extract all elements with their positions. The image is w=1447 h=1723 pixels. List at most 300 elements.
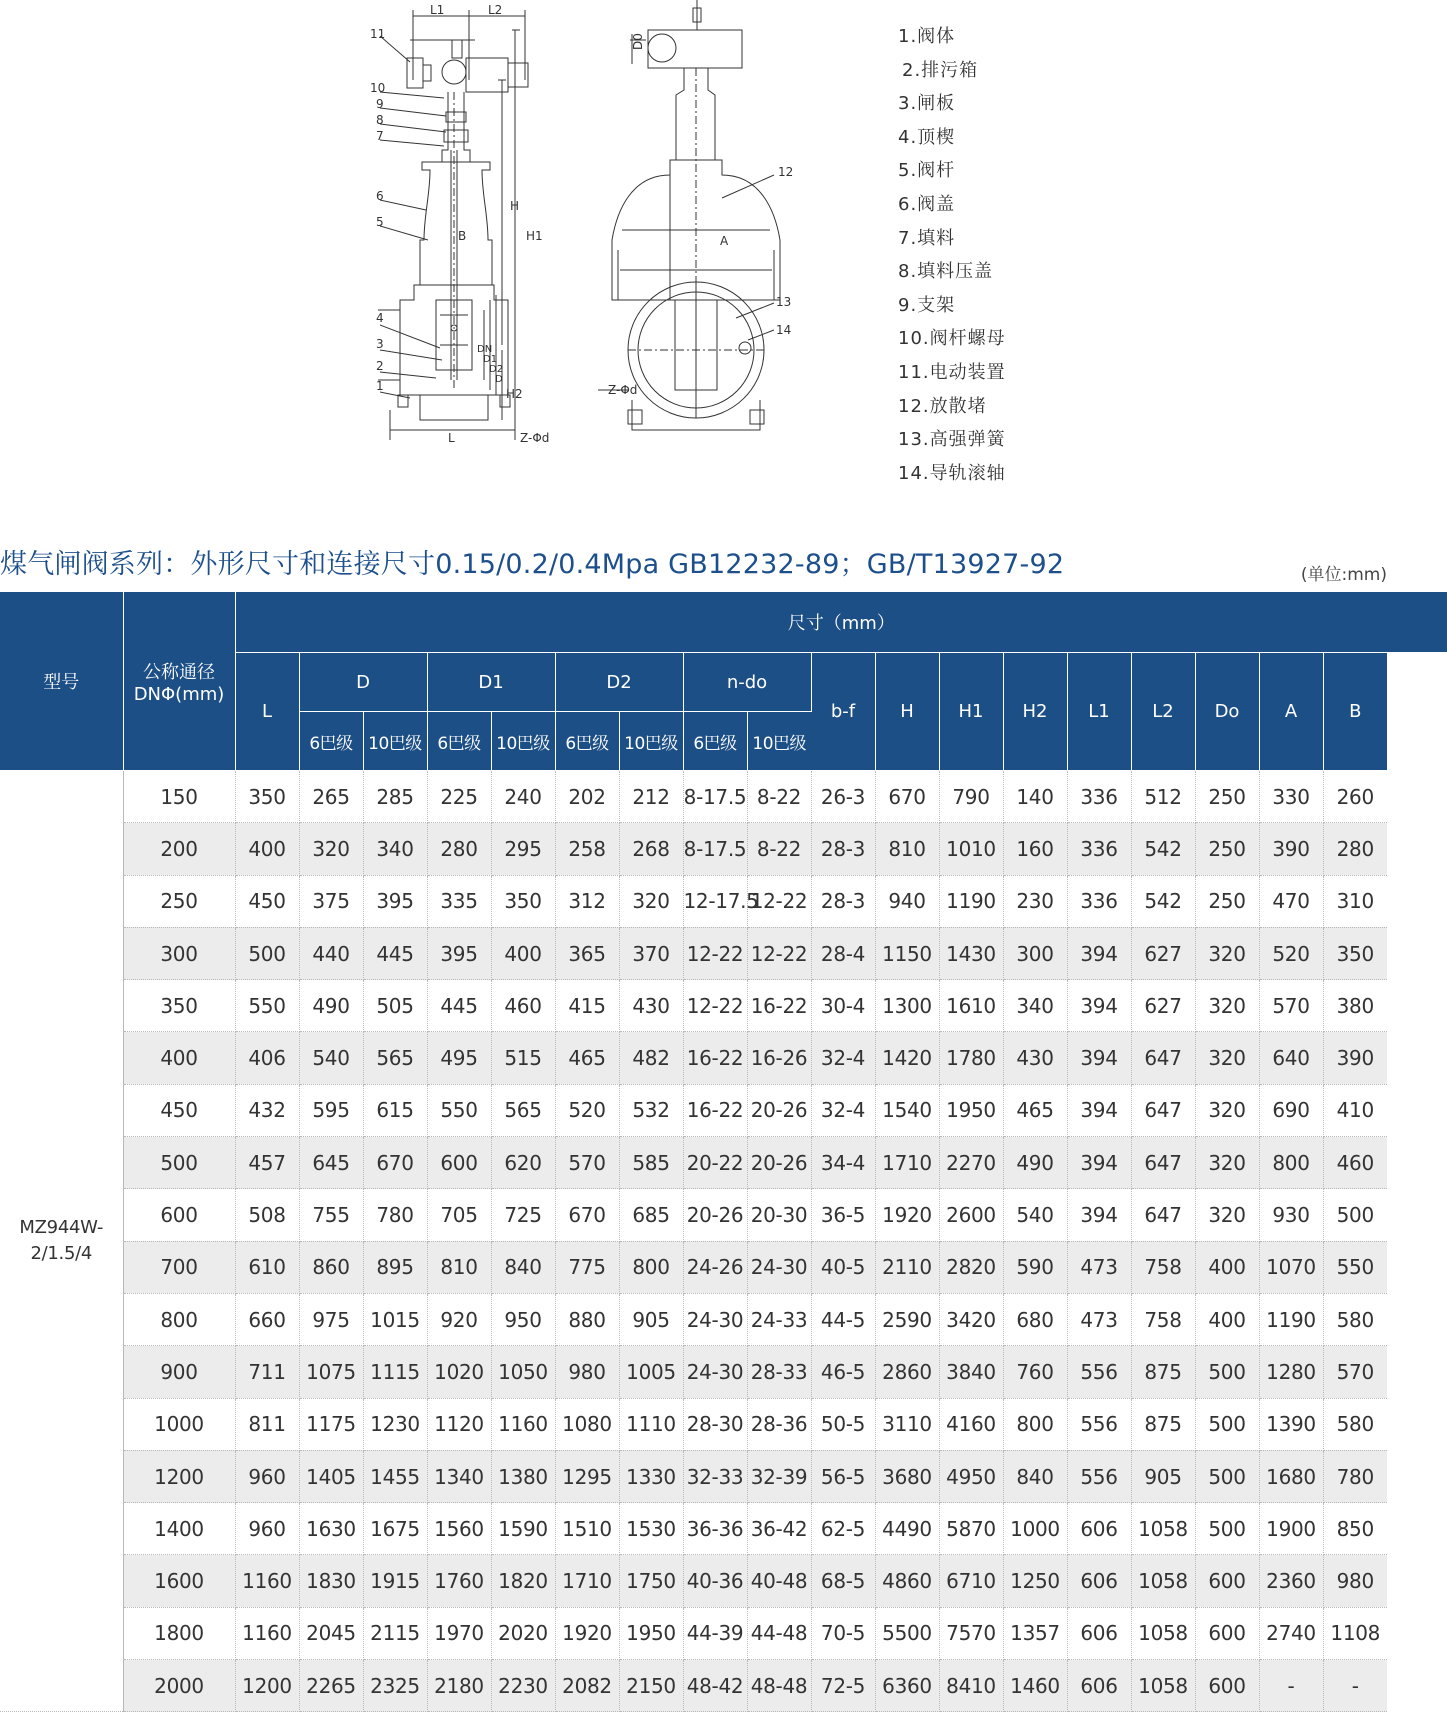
table-cell: 320 — [299, 823, 363, 875]
table-cell: 1540 — [875, 1084, 939, 1136]
table-cell: 960 — [235, 1450, 299, 1502]
table-cell: 758 — [1131, 1293, 1195, 1345]
table-cell: 48-48 — [747, 1660, 811, 1712]
header-col-l: L — [235, 653, 299, 771]
table-cell: 336 — [1067, 875, 1131, 927]
table-cell: 600 — [1195, 1607, 1259, 1659]
table-cell: 2180 — [427, 1660, 491, 1712]
parts-legend — [898, 22, 1006, 492]
table-cell: 395 — [427, 927, 491, 979]
table-cell: 32-4 — [811, 1084, 875, 1136]
table-cell: 606 — [1067, 1503, 1131, 1555]
table-cell: 16-22 — [683, 1084, 747, 1136]
table-cell: 394 — [1067, 1137, 1131, 1189]
table-cell: 400 — [1195, 1293, 1259, 1345]
table-cell: 1330 — [619, 1450, 683, 1502]
table-cell: 150 — [123, 771, 235, 823]
dim-label-l: L — [448, 431, 455, 445]
table-cell: 647 — [1131, 1137, 1195, 1189]
part-item: 12.放散堵 — [898, 395, 987, 417]
table-cell: 28-4 — [811, 927, 875, 979]
table-cell: 12-22 — [747, 927, 811, 979]
table-cell: 500 — [123, 1137, 235, 1189]
part-item: 4.顶楔 — [898, 126, 956, 148]
table-cell: 1340 — [427, 1450, 491, 1502]
callout-4: 4 — [376, 311, 384, 325]
table-cell: 980 — [555, 1346, 619, 1398]
table-cell: 36-36 — [683, 1503, 747, 1555]
table-cell: 36-42 — [747, 1503, 811, 1555]
table-cell: 1250 — [1003, 1555, 1067, 1607]
table-row — [0, 1346, 1447, 1398]
table-cell: 56-5 — [811, 1450, 875, 1502]
table-cell: 482 — [619, 1032, 683, 1084]
table-cell: 1680 — [1259, 1450, 1323, 1502]
table-cell: 473 — [1067, 1293, 1131, 1345]
table-cell: 532 — [619, 1084, 683, 1136]
table-cell: 320 — [1195, 1137, 1259, 1189]
table-cell: 895 — [363, 1241, 427, 1293]
table-cell: 46-5 — [811, 1346, 875, 1398]
table-cell: 775 — [555, 1241, 619, 1293]
table-cell: 1420 — [875, 1032, 939, 1084]
table-cell: 600 — [1195, 1660, 1259, 1712]
callout-6: 6 — [376, 189, 384, 203]
part-item: 14.导轨滚轴 — [898, 462, 1006, 484]
table-cell: 850 — [1323, 1503, 1387, 1555]
table-cell: 44-39 — [683, 1607, 747, 1659]
table-cell: 940 — [875, 875, 939, 927]
model-cell — [0, 771, 123, 1712]
table-cell: 400 — [235, 823, 299, 875]
table-cell: 595 — [299, 1084, 363, 1136]
table-cell: 1200 — [235, 1660, 299, 1712]
table-cell: 550 — [235, 980, 299, 1032]
table-cell: 20-26 — [747, 1137, 811, 1189]
part-item: 13.高强弹簧 — [898, 429, 1006, 451]
table-cell: 500 — [1195, 1346, 1259, 1398]
dim-label-a: A — [720, 234, 729, 248]
table-cell: 615 — [363, 1084, 427, 1136]
table-cell: 4860 — [875, 1555, 939, 1607]
table-cell: 28-33 — [747, 1346, 811, 1398]
table-cell: 1058 — [1131, 1607, 1195, 1659]
table-cell: 1400 — [123, 1503, 235, 1555]
header-col-d: D — [299, 653, 427, 712]
table-cell: 473 — [1067, 1241, 1131, 1293]
table-cell: 600 — [1195, 1555, 1259, 1607]
table-row — [0, 980, 1447, 1032]
table-cell: 450 — [235, 875, 299, 927]
table-cell: 606 — [1067, 1555, 1131, 1607]
table-cell: 40-5 — [811, 1241, 875, 1293]
table-cell: 1058 — [1131, 1660, 1195, 1712]
table-cell: 556 — [1067, 1450, 1131, 1502]
table-cell: 465 — [555, 1032, 619, 1084]
table-cell: 1455 — [363, 1450, 427, 1502]
table-cell: 312 — [555, 875, 619, 927]
header-grade-6: 6巴级 — [427, 712, 491, 771]
table-cell: 520 — [555, 1084, 619, 1136]
table-cell: 1675 — [363, 1503, 427, 1555]
table-cell: 800 — [1259, 1137, 1323, 1189]
table-cell: 32-4 — [811, 1032, 875, 1084]
table-cell: 24-26 — [683, 1241, 747, 1293]
table-cell: 140 — [1003, 771, 1067, 823]
table-cell: 24-30 — [683, 1293, 747, 1345]
table-cell: 12-22 — [747, 875, 811, 927]
table-cell: 1115 — [363, 1346, 427, 1398]
table-cell: 280 — [1323, 823, 1387, 875]
table-cell: 1430 — [939, 927, 1003, 979]
table-cell: 1230 — [363, 1398, 427, 1450]
header-nominal-line1: 公称通径 — [143, 661, 215, 683]
table-cell: 320 — [1195, 1084, 1259, 1136]
table-cell: 2820 — [939, 1241, 1003, 1293]
table-cell: 394 — [1067, 1189, 1131, 1241]
table-cell: 905 — [1131, 1450, 1195, 1502]
table-cell: 2265 — [299, 1660, 363, 1712]
table-cell: 258 — [555, 823, 619, 875]
table-cell: - — [1259, 1660, 1323, 1712]
table-cell: 395 — [363, 875, 427, 927]
table-cell: 540 — [1003, 1189, 1067, 1241]
dim-label-h: H — [510, 199, 520, 213]
table-cell: 70-5 — [811, 1607, 875, 1659]
table-cell: 48-42 — [683, 1660, 747, 1712]
table-cell: 250 — [1195, 771, 1259, 823]
callout-1: 1 — [376, 379, 384, 393]
callout-11: 11 — [370, 27, 386, 41]
table-cell: 505 — [363, 980, 427, 1032]
table-cell: 1530 — [619, 1503, 683, 1555]
table-cell: 600 — [123, 1189, 235, 1241]
table-cell: 1295 — [555, 1450, 619, 1502]
table-cell: 34-4 — [811, 1137, 875, 1189]
table-cell: 8-17.5 — [683, 823, 747, 875]
table-cell: 1600 — [123, 1555, 235, 1607]
table-cell: 1050 — [491, 1346, 555, 1398]
header-col-d1: D1 — [427, 653, 555, 712]
table-cell: 500 — [235, 927, 299, 979]
table-cell: 585 — [619, 1137, 683, 1189]
table-cell: 490 — [1003, 1137, 1067, 1189]
table-cell: 370 — [619, 927, 683, 979]
dim-label-dn: DN — [477, 344, 493, 355]
table-row — [0, 1450, 1447, 1502]
table-cell: 1820 — [491, 1555, 555, 1607]
table-cell: 1610 — [939, 980, 1003, 1032]
table-row — [0, 927, 1447, 979]
table-cell: 1710 — [555, 1555, 619, 1607]
part-item: 1.阀体 — [898, 26, 956, 47]
table-cell: 380 — [1323, 980, 1387, 1032]
table-cell: 1590 — [491, 1503, 555, 1555]
table-cell: 445 — [427, 980, 491, 1032]
table-cell: 811 — [235, 1398, 299, 1450]
dim-label-b: B — [458, 229, 467, 243]
table-cell: 725 — [491, 1189, 555, 1241]
table-row — [0, 1503, 1447, 1555]
table-cell: 647 — [1131, 1032, 1195, 1084]
table-cell: 685 — [619, 1189, 683, 1241]
table-cell: 24-30 — [747, 1241, 811, 1293]
table-cell: 394 — [1067, 980, 1131, 1032]
table-cell: 340 — [1003, 980, 1067, 1032]
table-cell: 160 — [1003, 823, 1067, 875]
table-cell: 450 — [123, 1084, 235, 1136]
table-cell: 780 — [1323, 1450, 1387, 1502]
part-item: 9.支架 — [898, 294, 956, 316]
table-cell: 8-22 — [747, 771, 811, 823]
table-cell: 24-33 — [747, 1293, 811, 1345]
table-cell: 350 — [235, 771, 299, 823]
table-cell: 2360 — [1259, 1555, 1323, 1607]
table-cell: 365 — [555, 927, 619, 979]
table-cell: 515 — [491, 1032, 555, 1084]
table-cell: 285 — [363, 771, 427, 823]
table-cell: 1950 — [619, 1607, 683, 1659]
table-cell: 508 — [235, 1189, 299, 1241]
table-row — [0, 1607, 1447, 1659]
header-grade-10: 10巴级 — [747, 712, 811, 771]
table-cell: 580 — [1323, 1293, 1387, 1345]
table-cell: 28-30 — [683, 1398, 747, 1450]
table-cell: 711 — [235, 1346, 299, 1398]
table-cell: 6710 — [939, 1555, 1003, 1607]
table-cell: 930 — [1259, 1189, 1323, 1241]
header-col-a: A — [1259, 653, 1323, 771]
table-cell: 375 — [299, 875, 363, 927]
table-cell: 1900 — [1259, 1503, 1323, 1555]
callout-2: 2 — [376, 359, 384, 373]
table-cell: 28-3 — [811, 875, 875, 927]
table-cell: 680 — [1003, 1293, 1067, 1345]
table-cell: 1000 — [1003, 1503, 1067, 1555]
part-item: 6.阀盖 — [898, 193, 956, 215]
table-cell: 250 — [1195, 823, 1259, 875]
table-cell: 690 — [1259, 1084, 1323, 1136]
table-cell: 260 — [1323, 771, 1387, 823]
table-cell: 32-39 — [747, 1450, 811, 1502]
table-cell: 320 — [1195, 1032, 1259, 1084]
table-cell: 705 — [427, 1189, 491, 1241]
table-cell: 900 — [123, 1346, 235, 1398]
table-cell: 800 — [1003, 1398, 1067, 1450]
table-cell: 1000 — [123, 1398, 235, 1450]
table-row — [0, 1555, 1447, 1607]
table-cell: 556 — [1067, 1398, 1131, 1450]
table-row — [0, 1241, 1447, 1293]
table-cell: 500 — [1195, 1450, 1259, 1502]
table-cell: 1750 — [619, 1555, 683, 1607]
table-row — [0, 1293, 1447, 1345]
table-cell: 580 — [1323, 1398, 1387, 1450]
dim-label-z-phid-front: Z-Φd — [520, 431, 550, 445]
part-item: 10.阀杆螺母 — [898, 328, 1006, 350]
table-cell: 68-5 — [811, 1555, 875, 1607]
table-cell: 460 — [491, 980, 555, 1032]
table-cell: 20-22 — [683, 1137, 747, 1189]
table-cell: 20-26 — [747, 1084, 811, 1136]
table-cell: 20-26 — [683, 1189, 747, 1241]
table-cell: 5870 — [939, 1503, 1003, 1555]
table-cell: 550 — [427, 1084, 491, 1136]
table-cell: 394 — [1067, 927, 1131, 979]
table-cell: 1058 — [1131, 1503, 1195, 1555]
model-line2: 2/1.5/4 — [30, 1243, 93, 1265]
table-cell: 606 — [1067, 1660, 1131, 1712]
table-cell: 1005 — [619, 1346, 683, 1398]
table-cell: 610 — [235, 1241, 299, 1293]
table-cell: 700 — [123, 1241, 235, 1293]
table-cell: 512 — [1131, 771, 1195, 823]
table-cell: 1175 — [299, 1398, 363, 1450]
table-cell: 570 — [1259, 980, 1323, 1032]
table-cell: 2115 — [363, 1607, 427, 1659]
table-cell: 44-5 — [811, 1293, 875, 1345]
callout-5: 5 — [376, 215, 384, 229]
section-title: 煤气闸阀系列：外形尺寸和连接尺寸0.15/0.2/0.4Mpa GB12232-89；GB/T13927-92 — [0, 549, 1065, 580]
table-cell: 755 — [299, 1189, 363, 1241]
table-cell: 1920 — [875, 1189, 939, 1241]
table-cell: 645 — [299, 1137, 363, 1189]
table-cell: 320 — [1195, 980, 1259, 1032]
callout-13: 13 — [776, 295, 792, 309]
table-cell: 1160 — [235, 1607, 299, 1659]
table-cell: 4490 — [875, 1503, 939, 1555]
table-cell: 16-22 — [683, 1032, 747, 1084]
table-cell: 36-5 — [811, 1189, 875, 1241]
table-cell: 240 — [491, 771, 555, 823]
table-cell: 1020 — [427, 1346, 491, 1398]
table-cell: 6360 — [875, 1660, 939, 1712]
table-cell: 875 — [1131, 1398, 1195, 1450]
table-cell: 840 — [1003, 1450, 1067, 1502]
table-cell: 7570 — [939, 1607, 1003, 1659]
table-cell: 1760 — [427, 1555, 491, 1607]
table-cell: 2082 — [555, 1660, 619, 1712]
table-cell: 960 — [235, 1503, 299, 1555]
table-cell: 2600 — [939, 1189, 1003, 1241]
callout-9: 9 — [376, 97, 384, 111]
table-cell: 445 — [363, 927, 427, 979]
table-cell: 1300 — [875, 980, 939, 1032]
table-cell: 1630 — [299, 1503, 363, 1555]
table-cell: 230 — [1003, 875, 1067, 927]
table-cell: 1460 — [1003, 1660, 1067, 1712]
table-cell: 542 — [1131, 823, 1195, 875]
table-cell: 875 — [1131, 1346, 1195, 1398]
table-cell: 320 — [619, 875, 683, 927]
table-cell: 640 — [1259, 1032, 1323, 1084]
table-cell: 340 — [363, 823, 427, 875]
table-cell: 268 — [619, 823, 683, 875]
table-cell: 1405 — [299, 1450, 363, 1502]
spec-table-body — [0, 771, 1447, 1712]
table-cell: 50-5 — [811, 1398, 875, 1450]
dim-label-l1: L1 — [430, 3, 445, 17]
table-cell: 1200 — [123, 1450, 235, 1502]
table-cell: 627 — [1131, 927, 1195, 979]
table-cell: 2860 — [875, 1346, 939, 1398]
table-cell: 44-48 — [747, 1607, 811, 1659]
table-cell: 1920 — [555, 1607, 619, 1659]
table-row — [0, 1032, 1447, 1084]
callout-14: 14 — [776, 323, 792, 337]
table-cell: 28-36 — [747, 1398, 811, 1450]
table-cell: 3840 — [939, 1346, 1003, 1398]
table-cell: 2230 — [491, 1660, 555, 1712]
table-cell: 5500 — [875, 1607, 939, 1659]
table-cell: 390 — [1259, 823, 1323, 875]
dim-label-l2: L2 — [488, 3, 503, 17]
table-cell: 400 — [1195, 1241, 1259, 1293]
table-cell: 212 — [619, 771, 683, 823]
header-grade-6: 6巴级 — [555, 712, 619, 771]
dim-label-d0: D0 — [631, 33, 645, 50]
table-cell: 225 — [427, 771, 491, 823]
table-cell: 1108 — [1323, 1607, 1387, 1659]
header-nominal-diameter — [123, 592, 235, 771]
table-cell: 432 — [235, 1084, 299, 1136]
table-cell: 840 — [491, 1241, 555, 1293]
table-cell: 26-3 — [811, 771, 875, 823]
dim-label-h2: H2 — [506, 387, 523, 401]
table-cell: 350 — [1323, 927, 1387, 979]
dim-label-z-phid-side: Z-Φd — [608, 383, 638, 397]
table-cell: 406 — [235, 1032, 299, 1084]
table-cell: 2045 — [299, 1607, 363, 1659]
table-cell: 950 — [491, 1293, 555, 1345]
header-col-l2: L2 — [1131, 653, 1195, 771]
table-cell: 350 — [123, 980, 235, 1032]
callout-10: 10 — [370, 81, 386, 95]
header-col-b-f: b-f — [811, 653, 875, 771]
table-cell: 8-17.5 — [683, 771, 747, 823]
table-cell: 670 — [875, 771, 939, 823]
table-row — [0, 1084, 1447, 1136]
table-row — [0, 1189, 1447, 1241]
table-cell: 336 — [1067, 823, 1131, 875]
table-row — [0, 823, 1447, 875]
table-cell: 880 — [555, 1293, 619, 1345]
table-cell: 2325 — [363, 1660, 427, 1712]
callout-7: 7 — [376, 129, 384, 143]
table-cell: 760 — [1003, 1346, 1067, 1398]
table-cell: 860 — [299, 1241, 363, 1293]
callout-8: 8 — [376, 113, 384, 127]
table-cell: 12-22 — [683, 980, 747, 1032]
table-cell: 16-22 — [747, 980, 811, 1032]
header-nominal-line2: DNΦ(mm) — [133, 683, 225, 705]
table-cell: 410 — [1323, 1084, 1387, 1136]
table-cell: 905 — [619, 1293, 683, 1345]
table-cell: 3420 — [939, 1293, 1003, 1345]
table-cell: 12-17.5 — [683, 875, 747, 927]
table-cell: 470 — [1259, 875, 1323, 927]
table-cell: 320 — [1195, 1189, 1259, 1241]
table-cell: 72-5 — [811, 1660, 875, 1712]
table-cell: 520 — [1259, 927, 1323, 979]
part-item: 5.阀杆 — [898, 160, 956, 182]
table-row — [0, 875, 1447, 927]
table-cell: 670 — [363, 1137, 427, 1189]
table-cell: 440 — [299, 927, 363, 979]
table-cell: 394 — [1067, 1084, 1131, 1136]
header-grade-6: 6巴级 — [683, 712, 747, 771]
table-cell: 2590 — [875, 1293, 939, 1345]
